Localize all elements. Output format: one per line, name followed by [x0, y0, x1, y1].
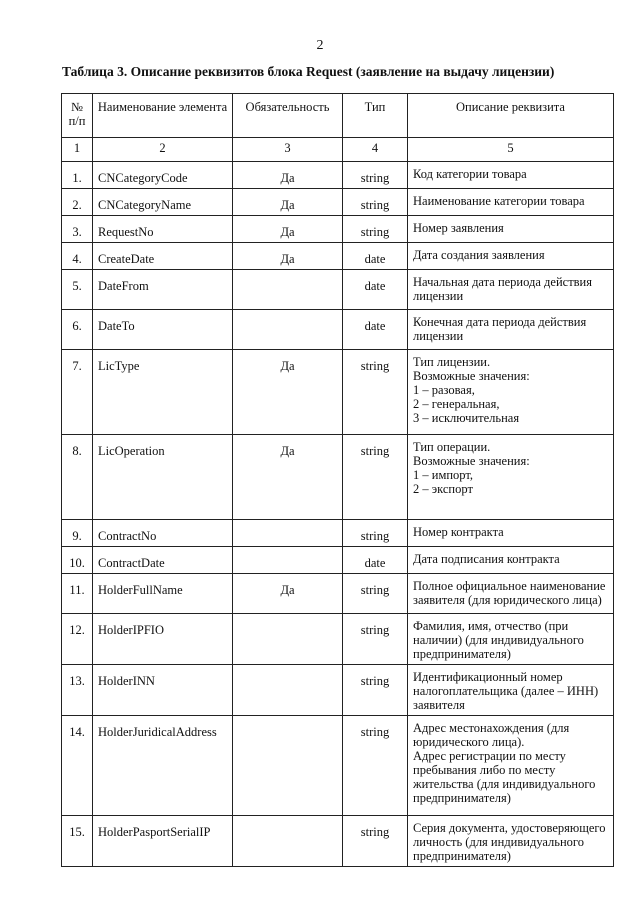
required-flag: Да [233, 216, 343, 243]
element-name: CNCategoryName [93, 189, 233, 216]
required-flag: Да [233, 574, 343, 614]
description-line: лицензии [413, 289, 464, 303]
row-number: 14. [62, 716, 93, 816]
element-name: LicType [93, 350, 233, 435]
element-name: HolderJuridicalAddress [93, 716, 233, 816]
description-line: юридического лица). [413, 735, 525, 749]
description-line: Номер заявления [413, 221, 504, 235]
data-type: string [343, 216, 408, 243]
row-number: 7. [62, 350, 93, 435]
element-name: ContractNo [93, 520, 233, 547]
description-line: Фамилия, имя, отчество (при [413, 619, 569, 633]
column-number: 4 [343, 138, 408, 162]
description-line: предпринимателя) [413, 647, 511, 661]
data-type: date [343, 547, 408, 574]
data-type: string [343, 665, 408, 716]
row-number: 4. [62, 243, 93, 270]
table-row [62, 310, 614, 350]
element-description [408, 614, 614, 665]
element-description [408, 520, 614, 547]
row-number: 15. [62, 816, 93, 867]
description-line: Возможные значения: [413, 369, 530, 383]
element-description [408, 574, 614, 614]
table-row [62, 547, 614, 574]
description-line: 2 – экспорт [413, 482, 473, 496]
data-type: string [343, 816, 408, 867]
required-flag [233, 270, 343, 310]
description-line: жительства (для индивидуального [413, 777, 596, 791]
column-number: 1 [62, 138, 93, 162]
required-flag: Да [233, 189, 343, 216]
element-name: LicOperation [93, 435, 233, 520]
header-num-line-2: п/п [68, 114, 86, 128]
table-row [62, 716, 614, 816]
row-number: 10. [62, 547, 93, 574]
required-flag [233, 716, 343, 816]
required-flag [233, 520, 343, 547]
required-flag: Да [233, 350, 343, 435]
description-line: 1 – разовая, [413, 383, 475, 397]
required-flag [233, 310, 343, 350]
element-name: ContractDate [93, 547, 233, 574]
row-number: 11. [62, 574, 93, 614]
element-description [408, 547, 614, 574]
element-name: HolderFullName [93, 574, 233, 614]
element-description [408, 435, 614, 520]
required-flag: Да [233, 162, 343, 189]
required-flag [233, 665, 343, 716]
description-line: личность (для индивидуального [413, 835, 585, 849]
header-num [62, 94, 93, 138]
row-number: 1. [62, 162, 93, 189]
required-flag [233, 614, 343, 665]
requisites-table [61, 93, 614, 867]
data-type: date [343, 270, 408, 310]
description-line: лицензии [413, 329, 464, 343]
row-number: 8. [62, 435, 93, 520]
description-line: заявителя [413, 698, 465, 712]
description-line: наличии) (для индивидуального [413, 633, 584, 647]
element-name: DateFrom [93, 270, 233, 310]
row-number: 5. [62, 270, 93, 310]
description-line: Серия документа, удостоверяющего [413, 821, 606, 835]
description-line: пребывания либо по месту [413, 763, 556, 777]
description-line: 3 – исключительная [413, 411, 520, 425]
row-number: 2. [62, 189, 93, 216]
data-type: date [343, 310, 408, 350]
column-number: 3 [233, 138, 343, 162]
description-line: Начальная дата периода действия [413, 275, 592, 289]
element-description [408, 350, 614, 435]
header-required: Обязательность [233, 94, 343, 138]
header-type: Тип [343, 94, 408, 138]
data-type: string [343, 162, 408, 189]
table-row [62, 614, 614, 665]
description-line: предпринимателя) [413, 791, 511, 805]
description-line: Конечная дата периода действия [413, 315, 587, 329]
element-description [408, 665, 614, 716]
row-number: 9. [62, 520, 93, 547]
data-type: string [343, 189, 408, 216]
description-line: налогоплательщика (далее – ИНН) [413, 684, 599, 698]
table-row [62, 189, 614, 216]
table-row [62, 270, 614, 310]
data-type: string [343, 520, 408, 547]
element-description [408, 310, 614, 350]
row-number: 13. [62, 665, 93, 716]
description-line: Возможные значения: [413, 454, 530, 468]
description-line: Тип операции. [413, 440, 491, 454]
description-line: Дата создания заявления [413, 248, 545, 262]
row-number: 6. [62, 310, 93, 350]
element-description [408, 189, 614, 216]
description-line: Дата подписания контракта [413, 552, 560, 566]
required-flag [233, 816, 343, 867]
data-type: string [343, 435, 408, 520]
table-row [62, 243, 614, 270]
element-name: HolderPasportSerialIP [93, 816, 233, 867]
data-type: string [343, 716, 408, 816]
element-name: HolderIPFIO [93, 614, 233, 665]
table-row [62, 162, 614, 189]
required-flag: Да [233, 243, 343, 270]
description-line: заявителя (для юридического лица) [413, 593, 602, 607]
table-row [62, 520, 614, 547]
description-line: предпринимателя) [413, 849, 511, 863]
element-name: HolderINN [93, 665, 233, 716]
data-type: string [343, 574, 408, 614]
column-number-row [62, 138, 614, 162]
description-line: Наименование категории товара [413, 194, 585, 208]
data-type: date [343, 243, 408, 270]
required-flag [233, 547, 343, 574]
element-description [408, 716, 614, 816]
description-line: Адрес местонахождения (для [413, 721, 570, 735]
description-line: Полное официальное наименование [413, 579, 606, 593]
element-name: RequestNo [93, 216, 233, 243]
header-num-line-1: № [71, 100, 83, 114]
description-line: 1 – импорт, [413, 468, 474, 482]
description-line: Идентификационный номер [413, 670, 563, 684]
element-name: DateTo [93, 310, 233, 350]
description-line: Адрес регистрации по месту [413, 749, 566, 763]
element-name: CreateDate [93, 243, 233, 270]
header-row [62, 94, 614, 138]
description-line: Номер контракта [413, 525, 504, 539]
element-description [408, 243, 614, 270]
description-line: Код категории товара [413, 167, 527, 181]
element-description [408, 270, 614, 310]
element-description [408, 162, 614, 189]
column-number: 5 [408, 138, 614, 162]
table-row [62, 574, 614, 614]
header-name: Наименование элемента [93, 94, 233, 138]
element-description [408, 816, 614, 867]
required-flag: Да [233, 435, 343, 520]
description-line: 2 – генеральная, [413, 397, 500, 411]
table-row [62, 816, 614, 867]
table-row [62, 435, 614, 520]
data-type: string [343, 350, 408, 435]
table-row [62, 665, 614, 716]
row-number: 3. [62, 216, 93, 243]
element-name: CNCategoryCode [93, 162, 233, 189]
element-description [408, 216, 614, 243]
table-caption: Таблица 3. Описание реквизитов блока Request (заявление на выдачу лицензии) [62, 64, 555, 79]
data-type: string [343, 614, 408, 665]
header-desc: Описание реквизита [408, 94, 614, 138]
description-line: Тип лицензии. [413, 355, 491, 369]
table-row [62, 216, 614, 243]
column-number: 2 [93, 138, 233, 162]
page-number: 2 [316, 38, 324, 53]
table-row [62, 350, 614, 435]
row-number: 12. [62, 614, 93, 665]
